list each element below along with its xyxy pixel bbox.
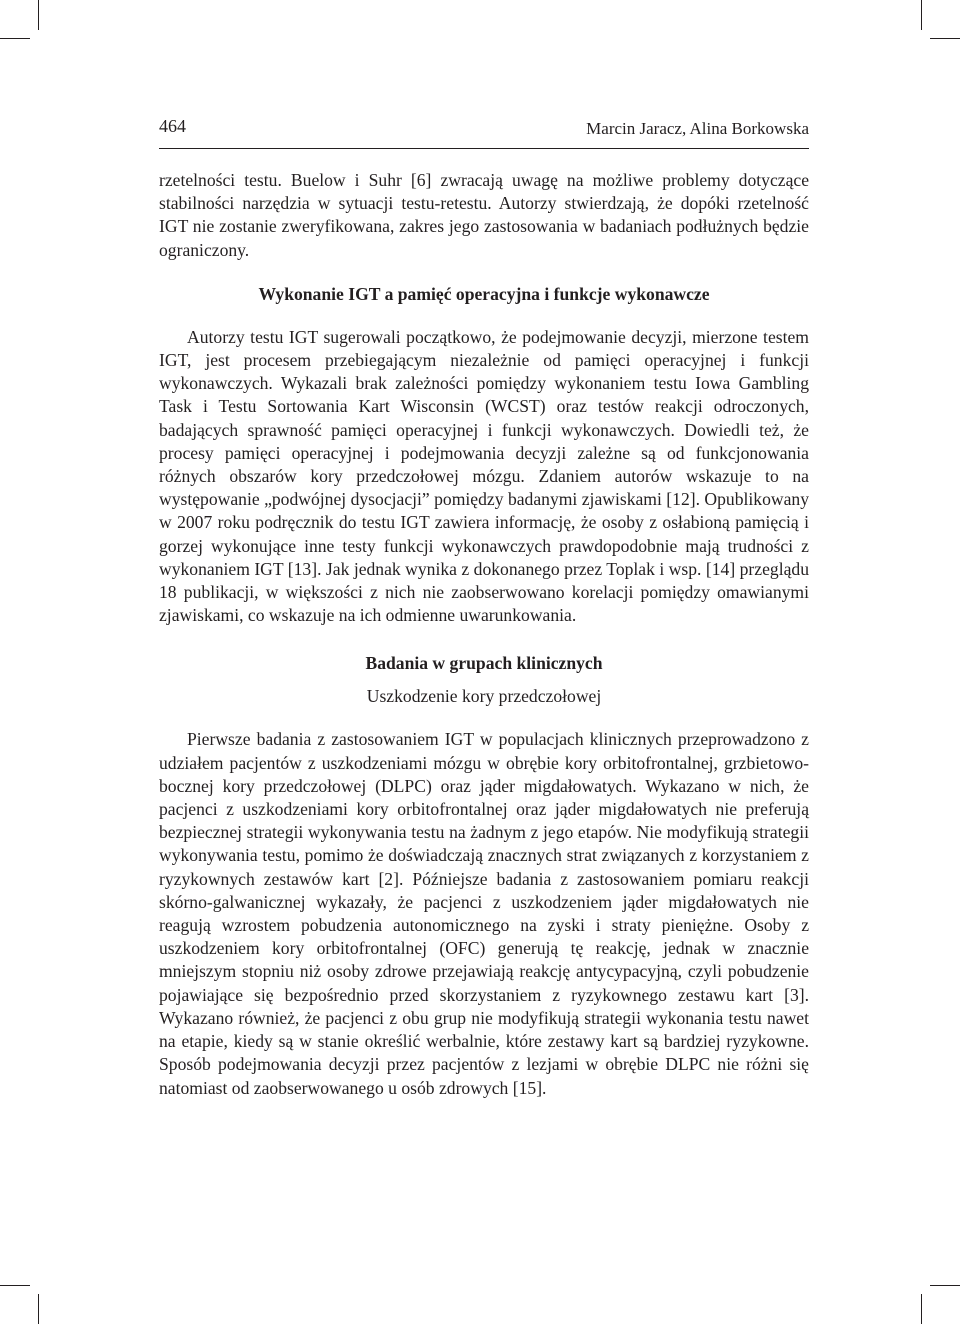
paragraph: Pierwsze badania z zastosowaniem IGT w populacjach klinicznych przeprowadzono z udziałem pacjentów z uszkodzeniami mózgu w obrębie kory orbitofrontalnej, grzbietowo-bocznej kory przedczołowej (DLPC) oraz jąder migdałowatych. Wykazano w nich, że pacjenci z uszkodzeniami kory orbitofrontalnej oraz jąder migdałowatych nie preferują bezpiecznej strategii wykonywania testu na żadnym z jego etapów. Nie modyfikują strategii wykonywania testu, pomimo że doświadczają znacznych strat związanych z korzystaniem z ryzykownych zestawów kart [2]. Późniejsze badania z zastosowaniem pomiaru reakcji skórno-galwanicznej wykazały, że pacjenci z uszkodzeniem jąder migdałowatych nie reagują wzrostem pobudzenia autonomicznego na zyski i straty pieniężne. Osoby z uszkodzeniem kory orbitofrontalnej (OFC) generują tę reakcję, jednak w znacznie mniejszym stopniu niż osoby zdrowe przejawiają reakcję antycypacyjną, czyli pobudzenie pojawiające się bezpośrednio przed skorzystaniem z ryzykownego zestawu kart [3]. Wykazano również, że pacjenci z obu grup nie modyfikują strategii wykonania testu nawet na etapie, kiedy są w stanie określić werbalnie, które zestawy kart są bardziej ryzykowne. Sposób podejmowania decyzji przez pacjentów z lezjami w obrębie DLPC nie różni się natomiast od zaobserwowanego u osób zdrowych [15]. [159, 729, 809, 1098]
section-heading: Badania w grupach klinicznych [365, 653, 603, 674]
crop-mark [921, 0, 922, 30]
book-page [159, 112, 809, 1100]
crop-mark [921, 1294, 922, 1324]
crop-mark [930, 38, 960, 39]
body-text [159, 169, 809, 1100]
running-head-authors: Marcin Jaracz, Alina Borkowska [586, 119, 809, 138]
crop-mark [38, 1294, 39, 1324]
page-number: 464 [159, 116, 186, 136]
paragraph: Autorzy testu IGT sugerowali początkowo, że podejmowanie decyzji, mierzone testem IGT, jest procesem przebiegającym niezależnie od pamięci operacyjnej i funkcji wykonawczych. Wykazali brak zależności pomiędzy wykonaniem testu Iowa Gambling Task i Testu Sortowania Kart Wisconsin (WCST) oraz testów reakcji odroczonych, badających sprawność pamięci operacyjnej i funkcji wykonawczych. Dowiedli też, że procesy pamięci operacyjnej i podejmowania decyzji zależne są od funkcjonowania różnych obszarów kory przedczołowej mózgu. Zdaniem autorów wskazuje to na występowanie „podwójnej dysocjacji” pomiędzy badanymi zjawiskami [12]. Opublikowany w 2007 roku podręcznik do testu IGT zawiera informację, że osoby z osłabioną pamięcią i gorzej wykonujące inne testy funkcji wykonawczych prawdopodobnie mają trudności z wykonaniem IGT [13]. Jak jednak wynika z dokonanego przez Toplak i wsp. [14] przeglądu 18 publikacji, w większości z nich nie zaobserwowano korelacji pomiędzy omawianymi zjawiskami, co wskazuje na ich odmienne uwarunkowania. [159, 326, 809, 626]
crop-mark [0, 38, 30, 39]
running-header [159, 112, 809, 149]
crop-mark [38, 0, 39, 30]
section-heading: Wykonanie IGT a pamięć operacyjna i funkcje wykonawcze [258, 283, 710, 304]
crop-mark [0, 1285, 30, 1286]
paragraph-continued: rzetelności testu. Buelow i Suhr [6] zwracają uwagę na możliwe problemy dotyczące stabilności narzędzia w sytuacji testu-retestu. Autorzy stwierdzają, że dopóki rzetelność IGT nie zostanie zweryfikowana, zakres jego zastosowania w badaniach podłużnych będzie ograniczony. [159, 170, 809, 260]
crop-mark [930, 1285, 960, 1286]
subsection-heading: Uszkodzenie kory przedczołowej [366, 686, 602, 707]
